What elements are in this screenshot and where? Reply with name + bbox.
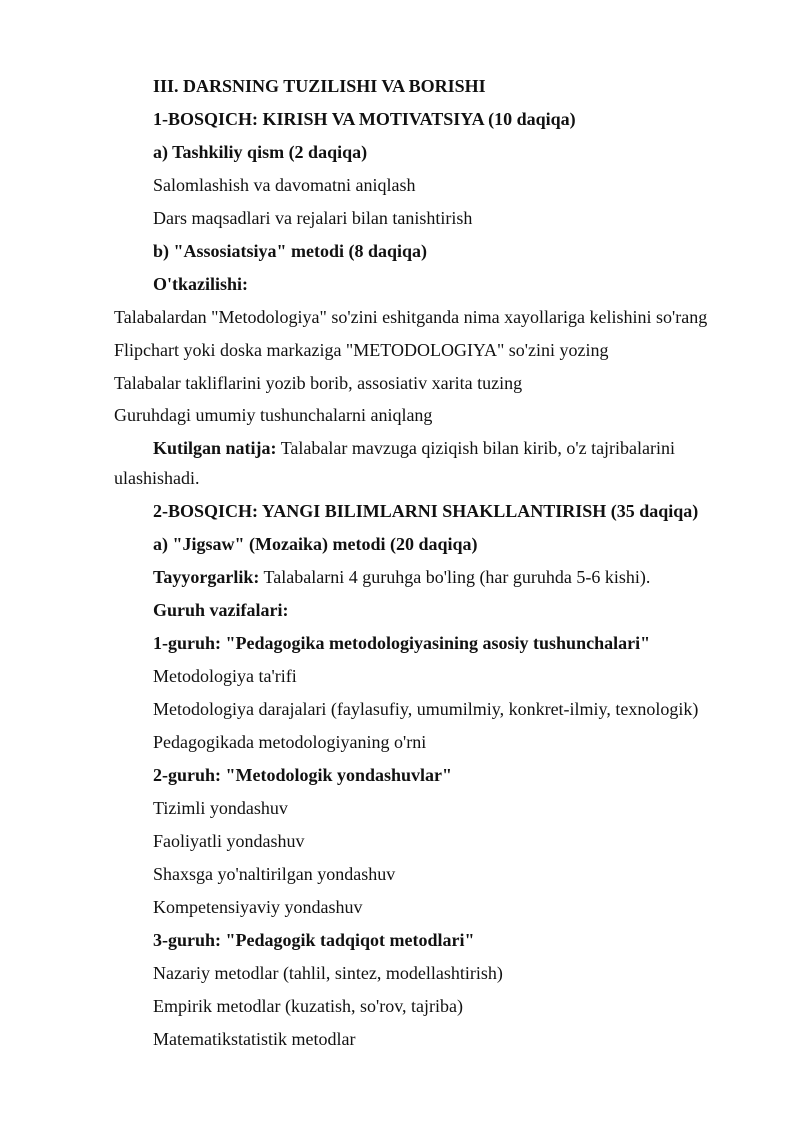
stage2-part-a-title: a) "Jigsaw" (Mozaika) metodi (20 daqiqa)	[153, 534, 478, 554]
expected-result-text: Talabalar mavzuga qiziqish bilan kirib, o'z tajribalarini	[276, 438, 676, 458]
list-item: Pedagogikada metodologiyaning o'rni	[153, 732, 427, 752]
list-item: Metodologiya darajalari (faylasufiy, umumilmiy, konkret-ilmiy, texnologik)	[153, 699, 699, 719]
preparation-text: Talabalarni 4 guruhga bo'ling (har guruhda 5-6 kishi).	[259, 567, 651, 587]
list-item: Salomlashish va davomatni aniqlash	[153, 175, 416, 195]
list-item: Metodologiya ta'rifi	[153, 666, 297, 686]
group3-title: 3-guruh: "Pedagogik tadqiqot metodlari"	[153, 930, 475, 950]
list-item: Dars maqsadlari va rejalari bilan tanishtirish	[153, 208, 473, 228]
group-tasks-label: Guruh vazifalari:	[153, 600, 289, 620]
list-item: Nazariy metodlar (tahlil, sintez, modellashtirish)	[153, 963, 503, 983]
stage1-part-b-title: b) "Assosiatsiya" metodi (8 daqiqa)	[153, 241, 428, 261]
group2-title: 2-guruh: "Metodologik yondashuvlar"	[153, 765, 453, 785]
expected-result	[153, 436, 675, 460]
stage1-part-a-title: a) Tashkiliy qism (2 daqiqa)	[153, 142, 368, 162]
list-item: Matematikstatistik metodlar	[153, 1029, 356, 1049]
procedure-label: O'tkazilishi:	[153, 274, 249, 294]
preparation-label: Tayyorgarlik:	[153, 567, 260, 587]
list-item: Shaxsga yo'naltirilgan yondashuv	[153, 864, 396, 884]
section-title: III. DARSNING TUZILISHI VA BORISHI	[153, 76, 486, 96]
list-item: Kompetensiyaviy yondashuv	[153, 897, 363, 917]
preparation	[153, 565, 650, 589]
list-item: Tizimli yondashuv	[153, 798, 288, 818]
expected-result-continuation: ulashishadi.	[114, 468, 200, 488]
list-item: Empirik metodlar (kuzatish, so'rov, tajriba)	[153, 996, 463, 1016]
list-item: Faoliyatli yondashuv	[153, 831, 305, 851]
list-item: Talabalar takliflarini yozib borib, assosiativ xarita tuzing	[114, 373, 523, 393]
stage1-title: 1-BOSQICH: KIRISH VA MOTIVATSIYA (10 daqiqa)	[153, 109, 576, 129]
expected-result-label: Kutilgan natija:	[153, 438, 277, 458]
list-item: Flipchart yoki doska markaziga "METODOLOGIYA" so'zini yozing	[114, 340, 609, 360]
group1-title: 1-guruh: "Pedagogika metodologiyasining asosiy tushunchalari"	[153, 633, 651, 653]
list-item: Talabalardan "Metodologiya" so'zini eshitganda nima xayollariga kelishini so'rang	[114, 307, 708, 327]
stage2-title: 2-BOSQICH: YANGI BILIMLARNI SHAKLLANTIRISH (35 daqiqa)	[153, 501, 699, 521]
list-item: Guruhdagi umumiy tushunchalarni aniqlang	[114, 405, 433, 425]
